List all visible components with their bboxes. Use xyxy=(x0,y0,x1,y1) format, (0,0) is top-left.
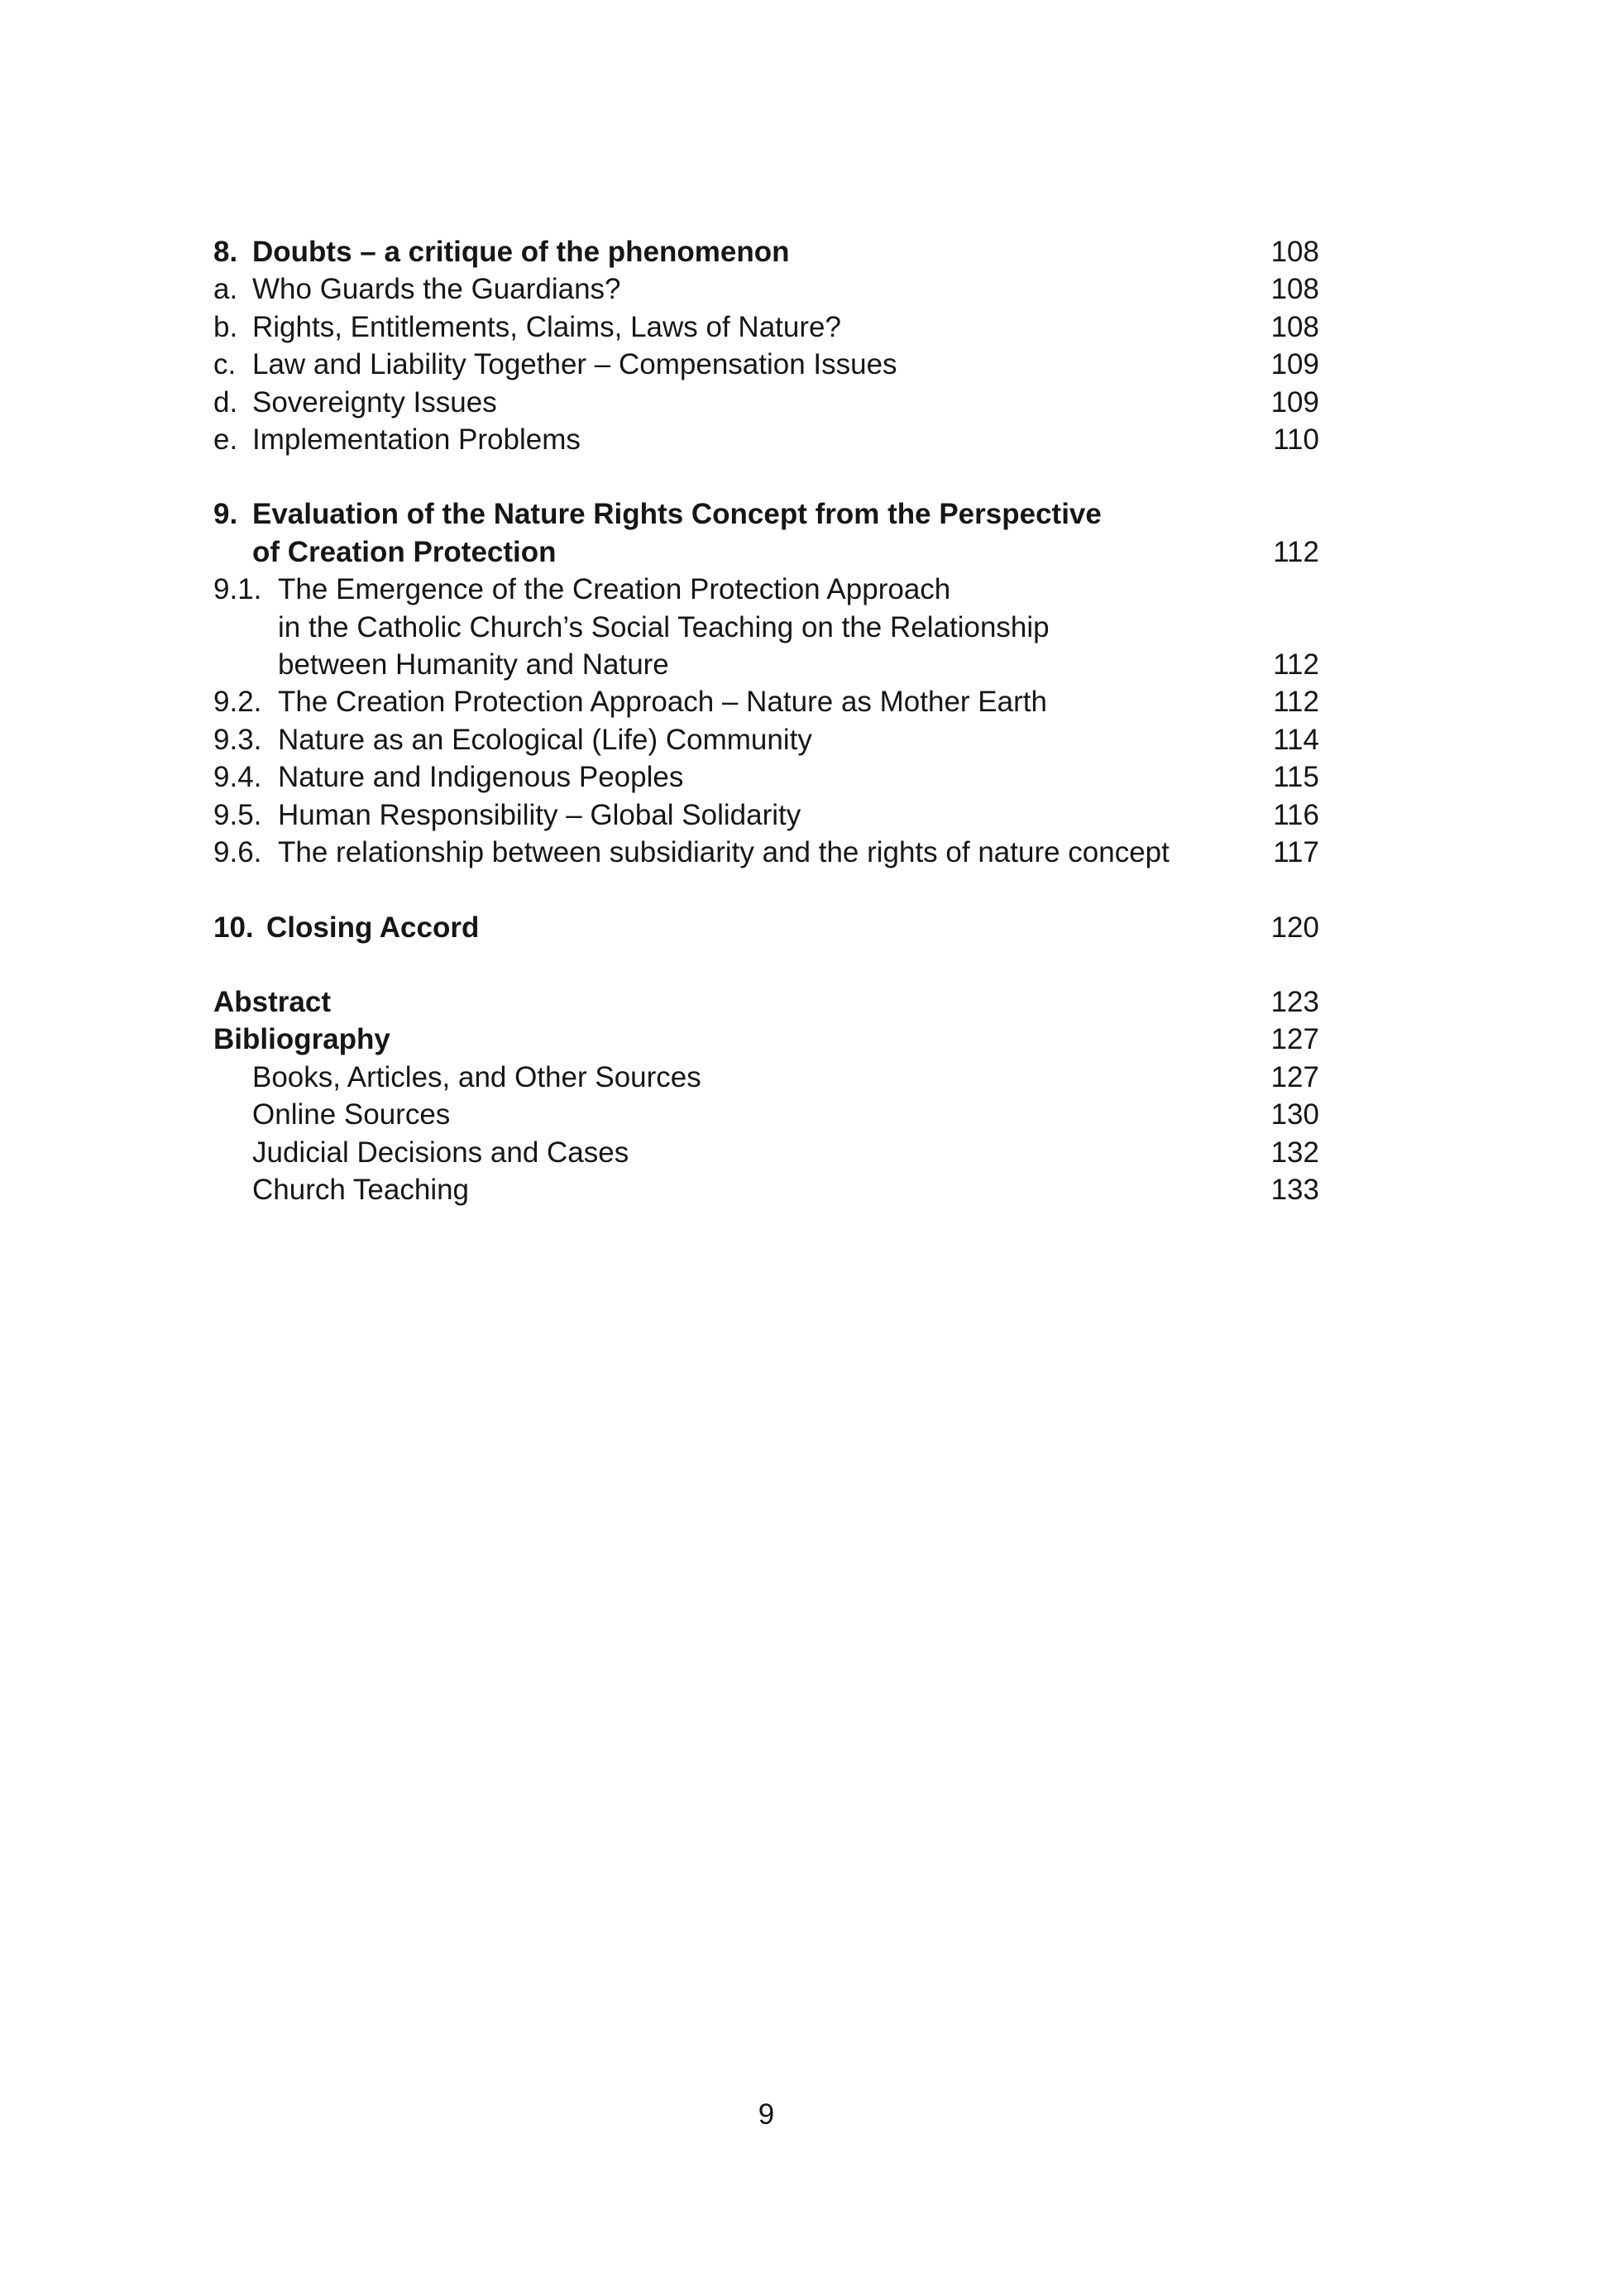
toc-entry-8 xyxy=(213,233,1319,270)
entry-title: Online Sources xyxy=(252,1098,451,1131)
entry-page-number: 108 xyxy=(1270,236,1319,268)
entry-number: 9.2. xyxy=(213,686,262,719)
toc-entry-9-3 xyxy=(213,721,1319,758)
toc-entry-9-line1 xyxy=(213,495,1319,533)
entry-page-number: 108 xyxy=(1270,310,1319,343)
entry-page-number: 123 xyxy=(1270,985,1319,1018)
entry-title: Church Teaching xyxy=(252,1173,470,1206)
entry-title: The Creation Protection Approach – Nature as Mother Earth xyxy=(278,686,1047,719)
entry-title: Abstract xyxy=(213,985,331,1018)
entry-title: between Humanity and Nature xyxy=(278,648,669,682)
entry-page-number: 117 xyxy=(1273,836,1319,869)
entry-title: Nature and Indigenous Peoples xyxy=(278,761,684,794)
entry-title: Doubts – a critique of the phenomenon xyxy=(252,236,790,268)
entry-number: 9.1. xyxy=(213,573,262,606)
entry-page-number: 127 xyxy=(1270,1060,1319,1093)
entry-number: 9.5. xyxy=(213,798,262,831)
entry-page-number: 112 xyxy=(1273,648,1319,682)
entry-number: b. xyxy=(213,310,238,343)
entry-number: a. xyxy=(213,273,238,306)
entry-number: 9.4. xyxy=(213,761,262,794)
toc-entry-9-1-line1 xyxy=(213,571,1319,608)
entry-number: 9.3. xyxy=(213,723,262,756)
entry-page-number: 133 xyxy=(1270,1173,1319,1206)
toc-entry-bib-online xyxy=(213,1096,1319,1133)
entry-title: of Creation Protection xyxy=(252,535,557,568)
folio-page-number: 9 xyxy=(758,2098,775,2131)
entry-page-number: 109 xyxy=(1270,385,1319,419)
entry-number: d. xyxy=(213,385,238,419)
entry-title: Rights, Entitlements, Claims, Laws of Nature? xyxy=(252,310,841,343)
toc-entry-9-2 xyxy=(213,683,1319,720)
toc-entry-bibliography xyxy=(213,1021,1319,1058)
entry-page-number: 110 xyxy=(1273,423,1319,457)
entry-title: Nature as an Ecological (Life) Community xyxy=(278,723,812,756)
table-of-contents xyxy=(213,233,1319,1208)
toc-entry-bib-church xyxy=(213,1171,1319,1208)
toc-entry-8c xyxy=(213,346,1319,383)
toc-entry-9-4 xyxy=(213,758,1319,796)
toc-entry-8b xyxy=(213,309,1319,346)
entry-title: The Emergence of the Creation Protection Approach xyxy=(278,573,951,606)
toc-entry-9-line2 xyxy=(213,533,1319,571)
entry-number: 9.6. xyxy=(213,836,262,869)
toc-entry-abstract xyxy=(213,983,1319,1021)
entry-title: Human Responsibility – Global Solidarity xyxy=(278,798,801,831)
entry-page-number: 112 xyxy=(1273,535,1319,568)
entry-title: Law and Liability Together – Compensation Issues xyxy=(252,348,897,381)
toc-entry-8d xyxy=(213,384,1319,421)
entry-number: e. xyxy=(213,423,238,457)
entry-title: Who Guards the Guardians? xyxy=(252,273,621,306)
entry-title: Sovereignty Issues xyxy=(252,385,497,419)
entry-title: Implementation Problems xyxy=(252,423,581,457)
entry-number: 8. xyxy=(213,236,238,268)
entry-page-number: 114 xyxy=(1273,723,1319,756)
toc-entry-9-6 xyxy=(213,834,1319,871)
entry-page-number: 116 xyxy=(1273,798,1319,831)
toc-entry-bib-books xyxy=(213,1059,1319,1096)
toc-entry-10 xyxy=(213,909,1319,946)
entry-title: Closing Accord xyxy=(266,911,480,944)
toc-entry-9-5 xyxy=(213,796,1319,834)
toc-entry-8a xyxy=(213,270,1319,308)
entry-number: 10. xyxy=(213,911,254,944)
entry-number: 9. xyxy=(213,498,238,531)
entry-title: Judicial Decisions and Cases xyxy=(252,1136,629,1169)
entry-page-number: 109 xyxy=(1270,348,1319,381)
entry-page-number: 108 xyxy=(1270,273,1319,306)
entry-title: Books, Articles, and Other Sources xyxy=(252,1060,701,1093)
entry-page-number: 130 xyxy=(1270,1098,1319,1131)
entry-page-number: 120 xyxy=(1270,911,1319,944)
entry-title: Bibliography xyxy=(213,1023,390,1056)
entry-title: The relationship between subsidiarity and the rights of nature concept xyxy=(278,836,1170,869)
entry-page-number: 112 xyxy=(1273,686,1319,719)
entry-title: in the Catholic Church’s Social Teaching on the Relationship xyxy=(278,610,1050,643)
toc-entry-9-1-line2 xyxy=(213,609,1319,646)
entry-page-number: 115 xyxy=(1273,761,1319,794)
entry-page-number: 127 xyxy=(1270,1023,1319,1056)
entry-title: Evaluation of the Nature Rights Concept from the Perspective xyxy=(252,498,1102,531)
entry-page-number: 132 xyxy=(1270,1136,1319,1169)
toc-entry-bib-judicial xyxy=(213,1134,1319,1171)
toc-entry-9-1-line3 xyxy=(213,646,1319,683)
entry-number: c. xyxy=(213,348,237,381)
toc-entry-8e xyxy=(213,421,1319,458)
